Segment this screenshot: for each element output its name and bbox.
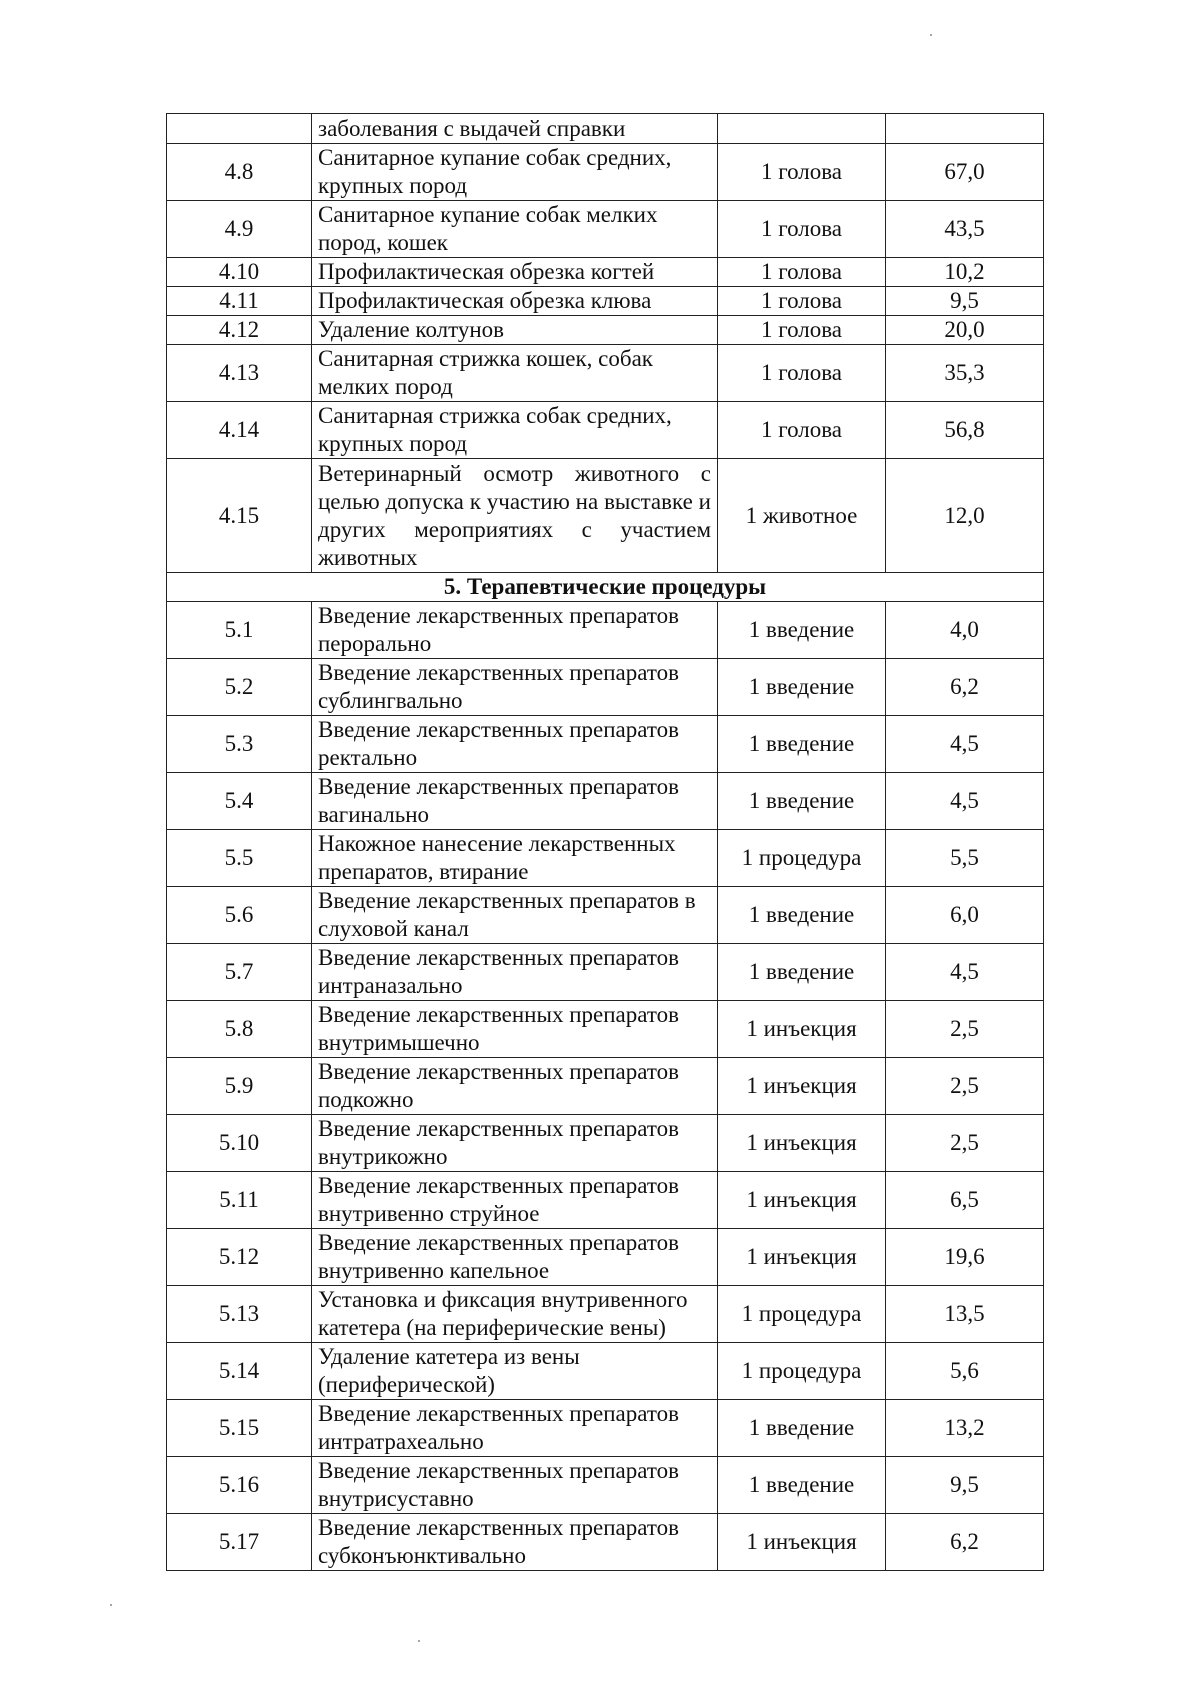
unit-cell: 1 голова (718, 258, 886, 287)
price-cell: 6,5 (886, 1172, 1044, 1229)
unit-cell: 1 голова (718, 144, 886, 201)
unit-cell: 1 голова (718, 201, 886, 258)
table-row (167, 1172, 1044, 1229)
row-number-cell: 5.1 (167, 602, 312, 659)
service-name-cell: Введение лекарственных препаратов внутрикожно (312, 1115, 718, 1172)
row-number-cell: 4.12 (167, 316, 312, 345)
price-cell: 13,2 (886, 1400, 1044, 1457)
row-number-cell: 4.10 (167, 258, 312, 287)
service-name-cell: Введение лекарственных препаратов субконъюнктивально (312, 1514, 718, 1571)
service-name-cell: Накожное нанесение лекарственных препаратов, втирание (312, 830, 718, 887)
service-name-cell: Введение лекарственных препаратов интратрахеально (312, 1400, 718, 1457)
unit-cell: 1 инъекция (718, 1115, 886, 1172)
price-cell: 4,5 (886, 773, 1044, 830)
service-name-cell: Профилактическая обрезка клюва (312, 287, 718, 316)
unit-cell: 1 инъекция (718, 1172, 886, 1229)
scan-speck (110, 1604, 112, 1606)
unit-cell: 1 инъекция (718, 1514, 886, 1571)
row-number-cell: 4.13 (167, 345, 312, 402)
table-row (167, 459, 1044, 573)
section-title: 5. Терапевтические процедуры (167, 573, 1044, 602)
table-row (167, 1457, 1044, 1514)
service-name-cell: Введение лекарственных препаратов перорально (312, 602, 718, 659)
service-name-cell: Введение лекарственных препаратов подкожно (312, 1058, 718, 1115)
row-number-cell: 5.5 (167, 830, 312, 887)
service-name-cell: Введение лекарственных препаратов сублингвально (312, 659, 718, 716)
table-row (167, 1001, 1044, 1058)
row-number-cell: 5.11 (167, 1172, 312, 1229)
row-number-cell: 4.14 (167, 402, 312, 459)
row-number-cell (167, 114, 312, 144)
service-name-cell: Введение лекарственных препаратов вагинально (312, 773, 718, 830)
price-cell: 6,0 (886, 887, 1044, 944)
price-cell: 5,5 (886, 830, 1044, 887)
table-row (167, 345, 1044, 402)
table-row (167, 114, 1044, 144)
table-row (167, 144, 1044, 201)
price-cell: 5,6 (886, 1343, 1044, 1400)
price-cell: 4,0 (886, 602, 1044, 659)
row-number-cell: 5.12 (167, 1229, 312, 1286)
unit-cell: 1 животное (718, 459, 886, 573)
service-name-cell: Санитарное купание собак мелких пород, кошек (312, 201, 718, 258)
unit-cell: 1 введение (718, 944, 886, 1001)
service-name-cell: Санитарная стрижка собак средних, крупных пород (312, 402, 718, 459)
row-number-cell: 4.8 (167, 144, 312, 201)
unit-cell: 1 введение (718, 602, 886, 659)
service-name-cell: Введение лекарственных препаратов внутрисуставно (312, 1457, 718, 1514)
unit-cell: 1 введение (718, 716, 886, 773)
unit-cell: 1 процедура (718, 1286, 886, 1343)
row-number-cell: 5.14 (167, 1343, 312, 1400)
price-cell: 10,2 (886, 258, 1044, 287)
table-row (167, 1400, 1044, 1457)
table-row (167, 1514, 1044, 1571)
table-row (167, 716, 1044, 773)
price-cell: 13,5 (886, 1286, 1044, 1343)
unit-cell: 1 введение (718, 659, 886, 716)
price-cell: 19,6 (886, 1229, 1044, 1286)
table-row (167, 316, 1044, 345)
price-cell: 56,8 (886, 402, 1044, 459)
service-name-cell: Санитарное купание собак средних, крупных пород (312, 144, 718, 201)
table-row (167, 659, 1044, 716)
table-row (167, 773, 1044, 830)
table-row (167, 258, 1044, 287)
row-number-cell: 5.17 (167, 1514, 312, 1571)
unit-cell (718, 114, 886, 144)
row-number-cell: 4.15 (167, 459, 312, 573)
row-number-cell: 5.15 (167, 1400, 312, 1457)
unit-cell: 1 голова (718, 287, 886, 316)
table-row (167, 287, 1044, 316)
row-number-cell: 5.7 (167, 944, 312, 1001)
service-name-cell: заболевания с выдачей справки (312, 114, 718, 144)
service-name-cell: Введение лекарственных препаратов внутривенно струйное (312, 1172, 718, 1229)
scan-speck (930, 34, 932, 36)
row-number-cell: 5.4 (167, 773, 312, 830)
table-row (167, 1343, 1044, 1400)
price-cell: 12,0 (886, 459, 1044, 573)
table-row (167, 1286, 1044, 1343)
service-name-cell: Введение лекарственных препаратов ректально (312, 716, 718, 773)
price-cell: 9,5 (886, 1457, 1044, 1514)
row-number-cell: 5.8 (167, 1001, 312, 1058)
price-cell: 2,5 (886, 1115, 1044, 1172)
row-number-cell: 5.2 (167, 659, 312, 716)
row-number-cell: 5.16 (167, 1457, 312, 1514)
unit-cell: 1 введение (718, 1457, 886, 1514)
price-cell: 35,3 (886, 345, 1044, 402)
table-row (167, 1115, 1044, 1172)
row-number-cell: 4.11 (167, 287, 312, 316)
service-name-cell: Введение лекарственных препаратов интраназально (312, 944, 718, 1001)
price-cell: 9,5 (886, 287, 1044, 316)
unit-cell: 1 процедура (718, 830, 886, 887)
row-number-cell: 5.3 (167, 716, 312, 773)
price-cell (886, 114, 1044, 144)
unit-cell: 1 введение (718, 773, 886, 830)
unit-cell: 1 инъекция (718, 1001, 886, 1058)
unit-cell: 1 голова (718, 402, 886, 459)
price-cell: 4,5 (886, 716, 1044, 773)
table-row (167, 944, 1044, 1001)
table-row (167, 830, 1044, 887)
price-cell: 43,5 (886, 201, 1044, 258)
service-name-cell: Установка и фиксация внутривенного катетера (на периферические вены) (312, 1286, 718, 1343)
service-name-cell: Удаление катетера из вены (периферической) (312, 1343, 718, 1400)
price-cell: 67,0 (886, 144, 1044, 201)
section-header-row (167, 573, 1044, 602)
service-name-cell: Удаление колтунов (312, 316, 718, 345)
price-cell: 6,2 (886, 659, 1044, 716)
row-number-cell: 4.9 (167, 201, 312, 258)
row-number-cell: 5.10 (167, 1115, 312, 1172)
row-number-cell: 5.13 (167, 1286, 312, 1343)
price-table (166, 113, 1044, 1571)
price-cell: 2,5 (886, 1058, 1044, 1115)
table-row (167, 887, 1044, 944)
table-row (167, 201, 1044, 258)
unit-cell: 1 введение (718, 1400, 886, 1457)
scan-speck (418, 1640, 420, 1642)
unit-cell: 1 инъекция (718, 1058, 886, 1115)
service-name-cell: Санитарная стрижка кошек, собак мелких пород (312, 345, 718, 402)
service-name-cell: Профилактическая обрезка когтей (312, 258, 718, 287)
unit-cell: 1 голова (718, 345, 886, 402)
price-cell: 6,2 (886, 1514, 1044, 1571)
service-name-cell: Введение лекарственных препаратов в слуховой канал (312, 887, 718, 944)
unit-cell: 1 введение (718, 887, 886, 944)
price-cell: 2,5 (886, 1001, 1044, 1058)
table-row (167, 1229, 1044, 1286)
row-number-cell: 5.6 (167, 887, 312, 944)
price-cell: 4,5 (886, 944, 1044, 1001)
table-row (167, 1058, 1044, 1115)
price-cell: 20,0 (886, 316, 1044, 345)
service-name-cell: Введение лекарственных препаратов внутримышечно (312, 1001, 718, 1058)
unit-cell: 1 инъекция (718, 1229, 886, 1286)
row-number-cell: 5.9 (167, 1058, 312, 1115)
table-row (167, 602, 1044, 659)
table-row (167, 402, 1044, 459)
unit-cell: 1 голова (718, 316, 886, 345)
service-name-cell: Ветеринарный осмотр животного с целью допуска к участию на выставке и других мероприятиях с участием животных (312, 459, 718, 573)
unit-cell: 1 процедура (718, 1343, 886, 1400)
service-name-cell: Введение лекарственных препаратов внутривенно капельное (312, 1229, 718, 1286)
